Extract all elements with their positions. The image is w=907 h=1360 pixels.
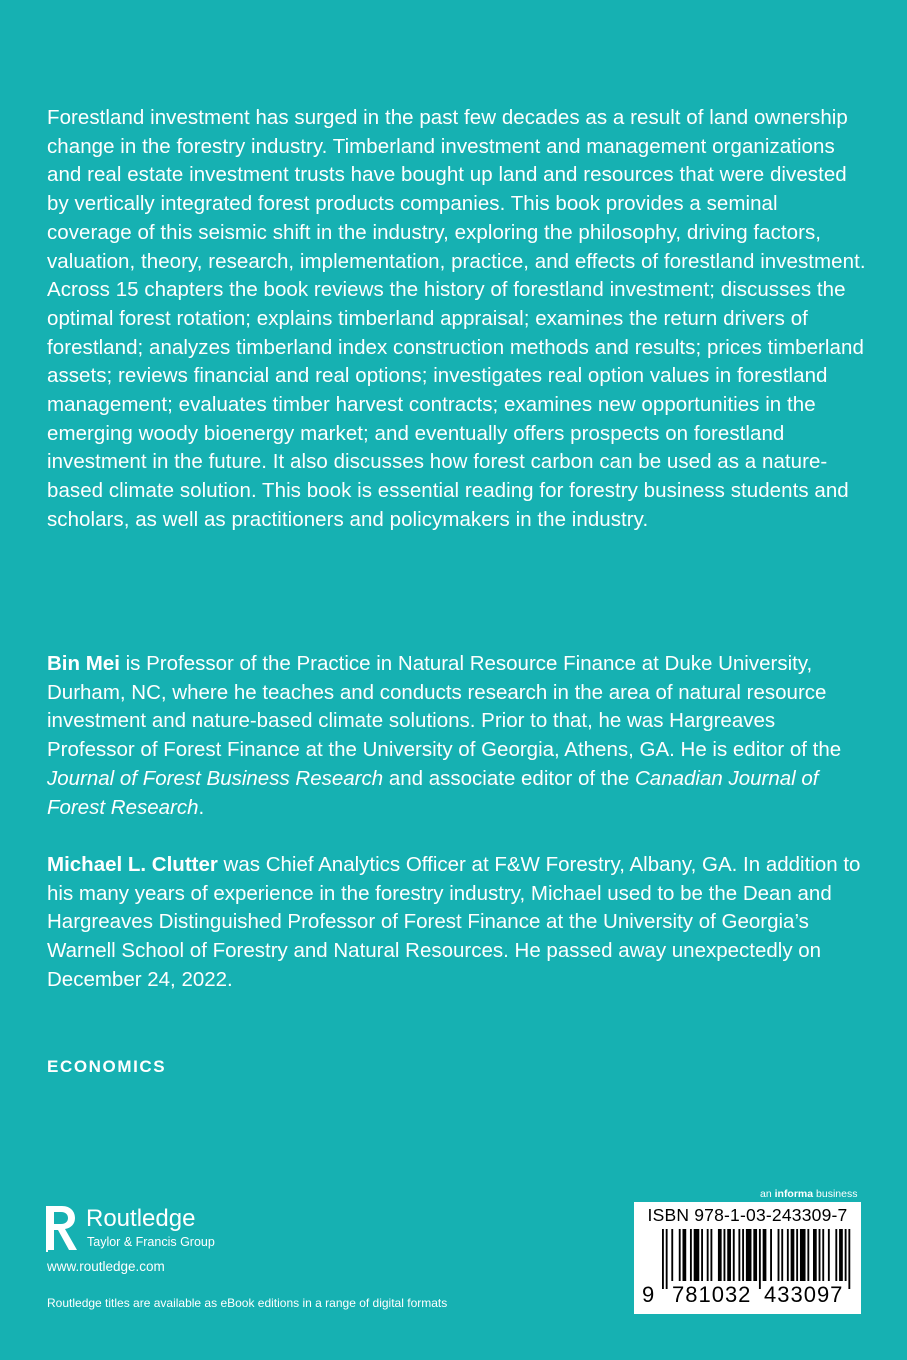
barcode-bar (710, 1229, 712, 1281)
barcode-bar (753, 1229, 757, 1281)
barcode-bars (662, 1229, 854, 1289)
barcode-bar (791, 1229, 795, 1281)
isbn-barcode (634, 1202, 861, 1314)
barcode-bar (839, 1229, 843, 1281)
barcode-bar (694, 1229, 700, 1281)
publisher-name: Routledge (86, 1205, 196, 1232)
barcode-bar (666, 1229, 668, 1289)
isbn-number: ISBN 978-1-03-243309-7 (647, 1205, 848, 1225)
barcode-bar (733, 1229, 735, 1281)
barcode-bar (828, 1229, 830, 1281)
barcode-bar (848, 1229, 850, 1289)
barcode-bar (800, 1229, 806, 1281)
author-bio-text: . (198, 795, 205, 819)
barcode-bar (690, 1229, 692, 1281)
author-bio-text: was Chief Analytics Officer at F&W Forestry, Albany, GA. In addition to his many years of experience in the forestry industry, Michael used to be the Dean and Hargreaves Distinguished Professor of Forest Finance at the University of Georgia’s Warnell School of Forestry and Natural Resources. He passed away unexpectedly on December 24, 2022. (47, 853, 861, 991)
barcode-bar (822, 1229, 824, 1281)
author-bio-michael-clutter (47, 851, 867, 995)
routledge-r-icon (44, 1204, 80, 1254)
barcode-bar (671, 1229, 673, 1281)
barcode-digit-first: 9 (642, 1282, 656, 1307)
informa-prefix: an (760, 1188, 775, 1200)
author-name: Michael L. Clutter (47, 853, 218, 876)
barcode-bar (781, 1229, 783, 1281)
subject-category: ECONOMICS (47, 1057, 167, 1076)
barcode-digits (634, 1282, 861, 1312)
barcode-bar (724, 1229, 726, 1281)
barcode-bar (763, 1229, 767, 1281)
barcode-bar (707, 1229, 709, 1281)
barcode-bar (679, 1229, 681, 1281)
barcode-bar (778, 1229, 780, 1281)
barcode-bar (807, 1229, 809, 1281)
barcode-bar (718, 1229, 722, 1281)
barcode-bar (813, 1229, 817, 1281)
barcode-bar (738, 1229, 740, 1281)
author-name: Bin Mei (47, 652, 120, 675)
routledge-logo (44, 1204, 244, 1256)
barcode-bar (845, 1229, 847, 1281)
informa-business-tag (760, 1188, 857, 1200)
barcode-bar (835, 1229, 837, 1281)
barcode-bar (662, 1229, 664, 1289)
barcode-bar (727, 1229, 731, 1281)
author-bio-bin-mei (47, 650, 867, 822)
journal-title: Canadian Journal of Forest Research (47, 766, 819, 819)
barcode-bar (787, 1229, 789, 1281)
publisher-group: Taylor & Francis Group (87, 1235, 215, 1249)
author-bio-text: is Professor of the Practice in Natural Resource Finance at Duke University, Durham, NC, where he teaches and conducts research in the area of natural resource investment and nature-based climate solutions. Prior to that, he was Hargreaves Professor of Forest Finance at the University of Georgia, Athens, GA. He is editor of the (47, 652, 842, 762)
publisher-website: www.routledge.com (47, 1259, 165, 1274)
barcode-digit-group: 433097 (764, 1282, 844, 1307)
barcode-bar (683, 1229, 687, 1281)
informa-suffix: business (813, 1188, 858, 1200)
author-bio-text: and associate editor of the (383, 766, 635, 790)
journal-title: Journal of Forest Business Research (47, 766, 384, 790)
barcode-bar (701, 1229, 703, 1281)
barcode-bar (742, 1229, 744, 1281)
barcode-bar (759, 1229, 761, 1289)
ebook-note: Routledge titles are available as eBook editions in a range of digital formats (47, 1296, 448, 1310)
barcode-bar (819, 1229, 821, 1281)
barcode-bar (746, 1229, 752, 1281)
barcode-bar (770, 1229, 772, 1281)
barcode-digit-group: 781032 (672, 1282, 752, 1307)
barcode-bar (796, 1229, 798, 1281)
back-cover-blurb: Forestland investment has surged in the past few decades as a result of land ownership change in the forestry industry. Timberland investment and management organizations and real estate investment trusts have bought up land and resources that were divested by vertically integrated forest products companies. This book provides a seminal coverage of this seismic shift in the industry, exploring the philosophy, driving factors, valuation, theory, research, implementation, practice, and effects of forestland investment. Across 15 chapters the book reviews the history of forestland investment; discusses the optimal forest rotation; explains timberland appraisal; examines the return drivers of forestland; analyzes timberland index construction methods and results; prices timberland assets; reviews financial and real options; investigates real option values in forestland management; evaluates timber harvest contracts; examines new opportunities in the emerging woody bioenergy market; and eventually offers prospects on forestland investment in the future. It also discusses how forest carbon can be used as a nature-based climate solution. This book is essential reading for forestry business students and scholars, as well as practitioners and policymakers in the industry. (47, 106, 866, 531)
informa-brand: informa (774, 1188, 814, 1200)
